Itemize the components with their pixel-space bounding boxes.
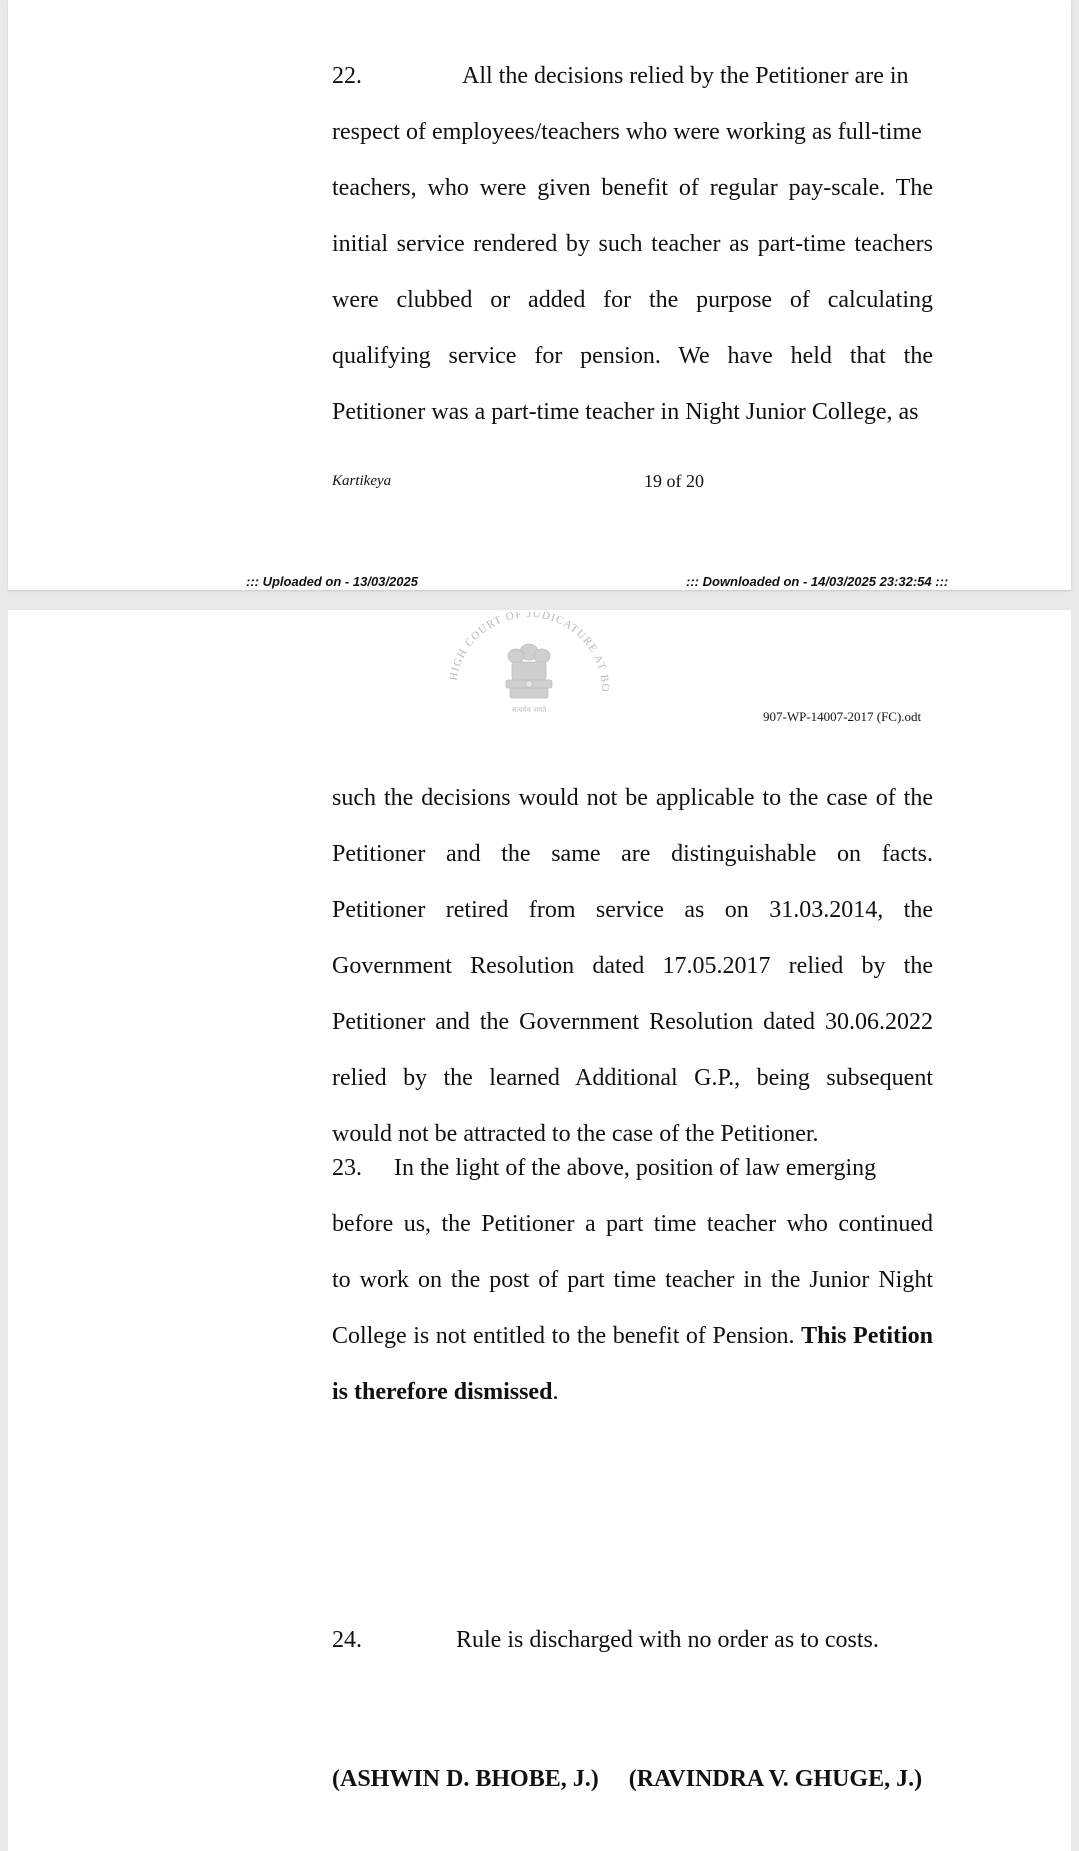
paragraph-text: .: [552, 1379, 559, 1405]
paragraph-number: 22.: [332, 63, 362, 89]
paragraph-number: 24.: [332, 1627, 362, 1653]
paragraph-text: College is not entitled to the benefit of Pension.: [332, 1323, 795, 1349]
paragraph-line: Petitioner retired from service as on 31.03.2014, the: [332, 897, 933, 923]
judge-name: (ASHWIN D. BHOBE, J.): [332, 1766, 599, 1792]
judges-signature-block: [332, 1751, 933, 1807]
paragraph-line-mixed: [332, 1364, 933, 1420]
paragraph-24-line: [332, 1612, 933, 1668]
downloaded-on-label: ::: Downloaded on - 14/03/2025 23:32:54 :::: [686, 574, 949, 589]
paragraph-number: 23.: [332, 1155, 362, 1181]
paragraph-line: to work on the post of part time teacher in the Junior Night: [332, 1267, 933, 1293]
seal-arc-text: HIGH COURT OF JUDICATURE AT BO: [447, 612, 612, 693]
document-page-20: [8, 610, 1071, 1851]
paragraph-line-mixed: [332, 1308, 933, 1364]
paragraph-line: teachers, who were given benefit of regular pay-scale. The: [332, 175, 933, 201]
court-seal-watermark: [434, 612, 624, 722]
dismissed-bold-text: is therefore dismissed: [332, 1379, 553, 1405]
document-page-19: [8, 0, 1071, 590]
paragraph-22: [332, 48, 933, 440]
paragraph-line: relied by the learned Additional G.P., being subsequent: [332, 1065, 933, 1091]
paragraph-text: Rule is discharged with no order as to costs.: [456, 1627, 879, 1653]
paragraph-23-first-line: [332, 1140, 933, 1196]
paragraph-line: before us, the Petitioner a part time teacher who continued: [332, 1211, 933, 1237]
paragraph-22-continued: [332, 770, 933, 1162]
paragraph-24: [332, 1612, 933, 1668]
paragraph-22-first-line: [332, 48, 933, 104]
paragraph-line: Petitioner was a part-time teacher in Night Junior College, as: [332, 399, 919, 425]
judges-line: [332, 1751, 933, 1807]
paragraph-line: respect of employees/teachers who were working as full-time: [332, 119, 922, 145]
paragraph-line: Government Resolution dated 17.05.2017 relied by the: [332, 953, 933, 979]
paragraph-line: Petitioner and the Government Resolution dated 30.06.2022: [332, 1009, 933, 1035]
court-emblem-icon: [434, 612, 624, 722]
document-id: 907-WP-14007-2017 (FC).odt: [763, 709, 922, 724]
paragraph-23: [332, 1140, 933, 1420]
paragraph-bold-text: This Petition: [801, 1323, 934, 1349]
paragraph-text: In the light of the above, position of law emerging: [394, 1155, 877, 1181]
judge-name: (RAVINDRA V. GHUGE, J.): [628, 1766, 923, 1792]
upload-info-strip: [0, 572, 1079, 594]
paragraph-line: qualifying service for pension. We have held that the: [332, 343, 933, 369]
paragraph-line: Petitioner and the same are distinguishable on facts.: [332, 841, 933, 867]
seal-motto: सत्यमेव जयते: [511, 706, 547, 714]
paragraph-line: such the decisions would not be applicable to the case of the: [332, 785, 933, 811]
footer-author: Kartikeya: [332, 473, 392, 489]
paragraph-line: were clubbed or added for the purpose of calculating: [332, 287, 933, 313]
paragraph-text: All the decisions relied by the Petitioner are in: [462, 63, 909, 89]
paragraph-line: initial service rendered by such teacher as part-time teachers: [332, 231, 933, 257]
footer-page-number: 19 of 20: [644, 471, 704, 491]
paragraph-line: would not be attracted to the case of the Petitioner.: [332, 1121, 819, 1147]
uploaded-on-label: ::: Uploaded on - 13/03/2025: [246, 574, 418, 589]
